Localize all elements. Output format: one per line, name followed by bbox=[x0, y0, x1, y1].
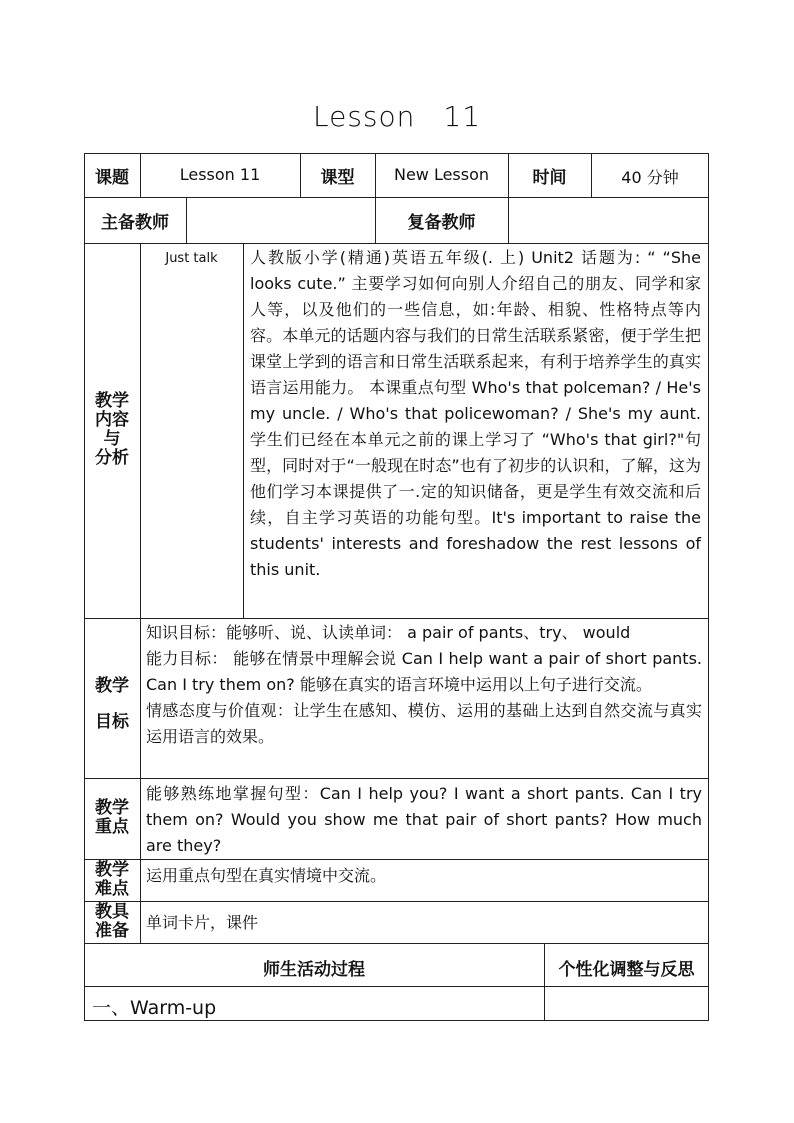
label-line: 难点 bbox=[95, 879, 129, 899]
process-header: 师生活动过程 bbox=[263, 960, 365, 980]
label-line: 重点 bbox=[95, 817, 129, 837]
topic-label: 课题 bbox=[95, 168, 129, 188]
knowledge-goal: 知识目标：能够听、说、认读单词： a pair of pants、try、 would bbox=[146, 623, 631, 642]
label-line: 目标 bbox=[95, 712, 129, 732]
ability-goal: 能力目标： 能够在情景中理解会说 Can I help want a pair of short pants. Can I try them on? 能够在真实的语言环境中运用以上句子进行交流。 bbox=[146, 649, 702, 694]
label-line: 教学 bbox=[95, 676, 129, 696]
time-label: 时间 bbox=[532, 168, 567, 188]
content-sub-label: Just talk bbox=[165, 251, 218, 266]
difficulties-label bbox=[84, 861, 140, 899]
type-value: New Lesson bbox=[393, 165, 490, 184]
topic-value: Lesson 11 bbox=[179, 165, 261, 184]
title-number: 11 bbox=[443, 100, 482, 133]
teaching-goals-label bbox=[84, 668, 140, 740]
label-line: 教具 bbox=[95, 902, 129, 922]
page-title bbox=[0, 100, 794, 133]
content-analysis-text: 人教版小学(精通)英语五年级(. 上) Unit2 话题为: “ “She looks cute.” 主要学习如何向别人介绍自己的朋友、同学和家人等，以及他们的一些信息，如:年龄、相貌、性格特点等内容。本单元的话题内容与我们的日常生活联系紧密，便于学生把课堂上学到的语言和日常生活联系起来，有利于培养学生的真实语言运用能力。 本课重点句型 Who's that polceman? / He's my uncle. / Who's that policewoman? / She's my aunt. 学生们已经在本单元之前的课上学习了 “Who's that girl?"句型，同时对于“一般现在时态”也有了初步的认识和，了解，这为他们学习本课提供了一.定的知识储备，更是学生有效交流和后续，自主学习英语的功能句型。It's important to raise the students' interests and foreshadow the rest lessons of this unit. bbox=[250, 248, 701, 579]
key-points-text: 能够熟练地掌握句型：Can I help you? I want a short pants. Can I try them on? Would you show me that pair of short pants? How much are they? bbox=[146, 784, 702, 855]
label-line: 教学 bbox=[95, 391, 129, 411]
materials-text: 单词卡片，课件 bbox=[146, 913, 259, 932]
content-analysis-label bbox=[84, 392, 140, 468]
label-line: 与 bbox=[103, 429, 121, 449]
emotion-goal: 情感态度与价值观：让学生在感知、模仿、运用的基础上达到自然交流与真实运用语言的效果。 bbox=[146, 701, 702, 746]
label-line: 教学 bbox=[95, 860, 129, 880]
review-teacher-label: 复备教师 bbox=[407, 213, 476, 233]
warm-up-step: 一、Warm-up bbox=[92, 997, 217, 1019]
type-label: 课型 bbox=[320, 168, 355, 188]
label-line: 教学 bbox=[95, 798, 129, 818]
materials-label bbox=[84, 903, 140, 941]
label-line: 准备 bbox=[95, 921, 129, 941]
label-line: 内容 bbox=[95, 410, 129, 430]
label-line: 分析 bbox=[95, 448, 129, 468]
title-text: Lesson bbox=[312, 100, 416, 133]
teaching-goals-text bbox=[146, 620, 702, 750]
main-teacher-label: 主备教师 bbox=[101, 213, 169, 233]
reflection-header: 个性化调整与反思 bbox=[558, 960, 695, 980]
time-value: 40 分钟 bbox=[621, 168, 679, 187]
key-points-label bbox=[84, 799, 140, 837]
difficulties-text: 运用重点句型在真实情境中交流。 bbox=[146, 866, 387, 885]
